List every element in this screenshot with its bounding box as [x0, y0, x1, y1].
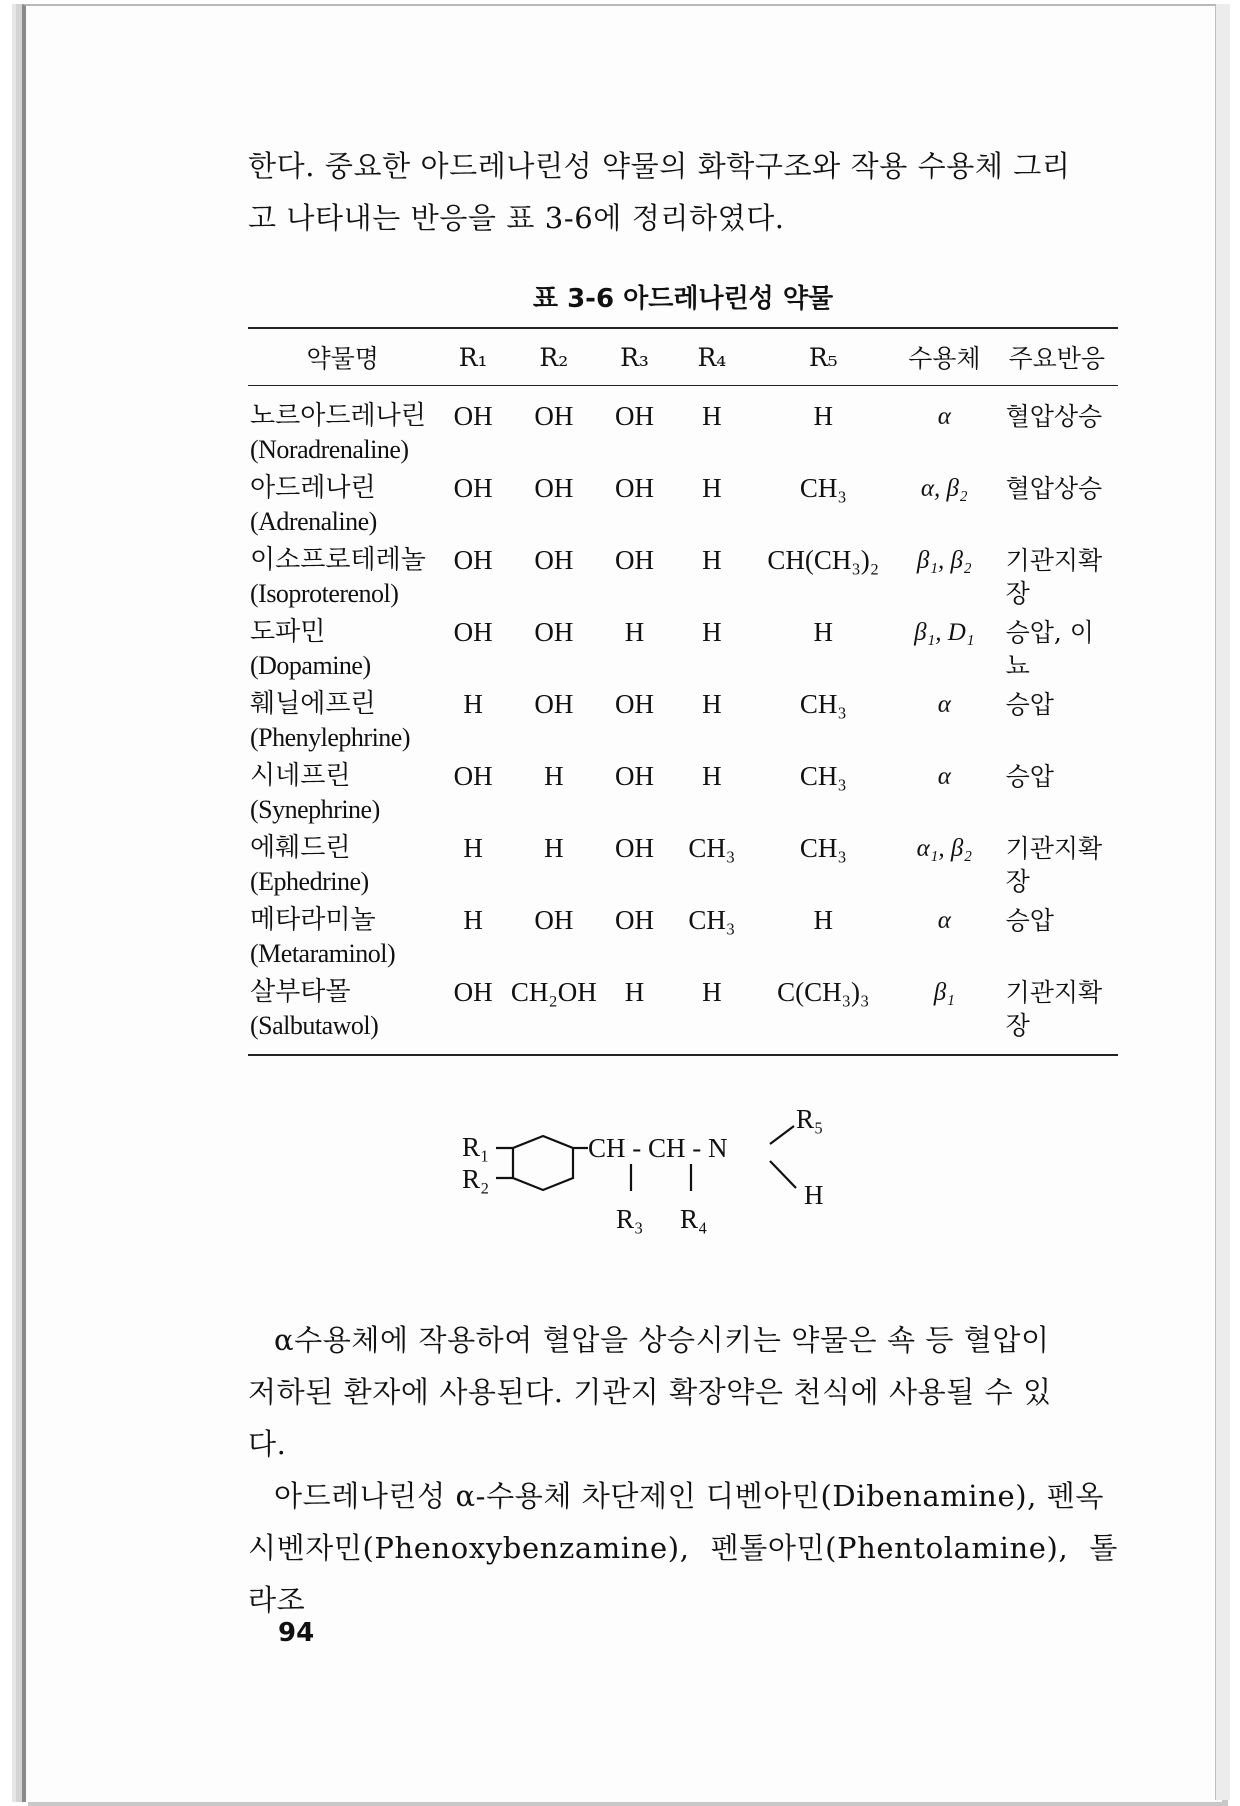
drug-name-cell — [248, 904, 437, 976]
table-row — [248, 544, 1118, 616]
drug-name-korean: 에훼드린 — [250, 833, 351, 863]
cell-r5: CH₃ — [799, 761, 847, 791]
cell-r1: OH — [453, 401, 493, 431]
cell-r4: H — [702, 689, 722, 719]
cell-r2: OH — [534, 689, 574, 719]
cell-r3: OH — [615, 833, 654, 863]
cell-reaction: 승압 — [1005, 906, 1054, 935]
drug-name-korean: 메타라미놀 — [250, 905, 376, 935]
drug-name-korean: 아드레나린 — [250, 473, 376, 503]
cell-reaction: 승압 — [1005, 762, 1054, 791]
cell-r1: OH — [453, 545, 493, 575]
drug-name-english: (Ephedrine) — [250, 867, 369, 896]
cell-r1: H — [463, 833, 483, 863]
drug-name-cell — [248, 472, 437, 544]
cell-r5: C(CH₃)₃ — [777, 977, 870, 1007]
drug-name-english: (Salbutawol) — [250, 1011, 379, 1040]
structure-diagram — [248, 1106, 1118, 1286]
cell-reaction: 기관지확장 — [1005, 834, 1103, 896]
table-caption: 표 3-6 아드레나린성 약물 — [532, 284, 834, 314]
drug-name-cell — [248, 688, 437, 760]
cell-receptor: β₁, D₁ — [914, 619, 975, 646]
table-row — [248, 832, 1118, 904]
table-body — [248, 386, 1118, 1056]
drug-table — [248, 327, 1118, 1056]
table-row — [248, 760, 1118, 832]
drug-name-cell — [248, 616, 437, 688]
struct-h: H — [804, 1180, 824, 1210]
cell-receptor: α — [937, 907, 951, 934]
cell-r2: CH₂OH — [510, 977, 597, 1007]
cell-r2: OH — [534, 545, 574, 575]
table-row — [248, 976, 1118, 1055]
cell-r5: CH₃ — [799, 689, 847, 719]
drug-name-korean: 시네프린 — [250, 761, 351, 791]
cell-receptor: α, β₂ — [920, 475, 968, 502]
r5-bond — [770, 1126, 794, 1144]
cell-reaction: 기관지확장 — [1005, 546, 1103, 608]
drug-name-korean: 이소프로테레놀 — [250, 545, 426, 575]
table-row — [248, 616, 1118, 688]
cell-reaction: 혈압상승 — [1005, 474, 1103, 503]
cell-r3: H — [624, 977, 645, 1007]
cell-r2: OH — [534, 473, 574, 503]
drug-name-cell — [248, 976, 437, 1055]
cell-r4: H — [702, 617, 722, 647]
table-row — [248, 386, 1118, 473]
drug-name-korean: 살부타몰 — [250, 977, 351, 1007]
cell-r4: H — [702, 545, 722, 575]
cell-r5: CH(CH₃)₂ — [767, 545, 880, 575]
table-header-row — [248, 328, 1118, 386]
cell-r2: H — [544, 761, 564, 791]
struct-r3: R₃ — [616, 1204, 644, 1234]
cell-r5: CH₃ — [799, 833, 847, 863]
page-content — [248, 140, 1118, 1626]
cell-r4: H — [702, 401, 722, 431]
cell-receptor: α — [937, 691, 951, 718]
drug-name-cell — [248, 760, 437, 832]
cell-r1: H — [463, 689, 483, 719]
struct-r2: R₂ — [462, 1164, 490, 1194]
drug-name-cell — [248, 544, 437, 616]
cell-r3: OH — [615, 905, 654, 935]
struct-chain: CH - CH - N — [588, 1133, 728, 1163]
header-r3: R₃ — [599, 328, 670, 386]
drug-name-english: (Isoproterenol) — [250, 579, 399, 608]
drug-name-korean: 노르아드레나린 — [250, 401, 426, 431]
cell-r5: H — [813, 617, 834, 647]
benzene-ring — [513, 1136, 573, 1190]
struct-r1: R₁ — [462, 1132, 490, 1162]
cell-receptor: α — [937, 763, 951, 790]
drug-name-korean: 도파민 — [250, 617, 326, 647]
cell-r2: OH — [534, 905, 574, 935]
drug-name-cell — [248, 832, 437, 904]
cell-reaction: 혈압상승 — [1005, 402, 1103, 431]
h-bond — [770, 1161, 796, 1188]
cell-r5: H — [813, 905, 834, 935]
cell-r3: OH — [615, 401, 654, 431]
cell-r3: OH — [615, 761, 654, 791]
cell-receptor: β₁, β₂ — [916, 547, 972, 574]
cell-r3: OH — [615, 545, 654, 575]
header-name: 약물명 — [248, 328, 437, 386]
drug-name-english: (Synephrine) — [250, 795, 380, 824]
page-edge — [1215, 4, 1230, 1800]
page-number: 94 — [278, 1618, 315, 1648]
cell-r4: CH₃ — [688, 905, 736, 935]
cell-reaction: 기관지확장 — [1005, 978, 1103, 1040]
header-r4: R₄ — [670, 328, 753, 386]
body-para-1-line-3: 다. — [248, 1427, 287, 1461]
drug-name-korean: 훼닐에프린 — [250, 689, 376, 719]
cell-r1: OH — [453, 617, 493, 647]
struct-r4: R₄ — [680, 1204, 708, 1234]
table-row — [248, 472, 1118, 544]
cell-r2: OH — [534, 617, 574, 647]
body-para-1-line-1: α수용체에 작용하여 혈압을 상승시키는 약물은 쇽 등 혈압이 — [274, 1323, 1050, 1357]
drug-name-english: (Phenylephrine) — [250, 723, 411, 752]
cell-r1: OH — [453, 761, 493, 791]
intro-line-2: 고 나타내는 반응을 표 3-6에 정리하였다. — [248, 201, 785, 235]
drug-name-english: (Adrenaline) — [250, 507, 377, 536]
cell-r4: H — [702, 761, 722, 791]
drug-name-cell — [248, 386, 437, 473]
drug-name-english: (Metaraminol) — [250, 939, 396, 968]
body-para-1-line-2: 저하된 환자에 사용된다. 기관지 확장약은 천식에 사용될 수 있 — [248, 1375, 1052, 1409]
cell-reaction: 승압 — [1005, 690, 1054, 719]
struct-r5: R₅ — [796, 1106, 824, 1134]
header-r1: R₁ — [437, 328, 508, 386]
cell-r5: H — [813, 401, 834, 431]
cell-receptor: α₁, β₂ — [916, 835, 973, 862]
cell-receptor: α — [937, 403, 951, 430]
drug-name-english: (Noradrenaline) — [250, 435, 409, 464]
cell-r1: OH — [453, 473, 493, 503]
cell-receptor: β₁ — [933, 979, 955, 1006]
cell-r4: H — [702, 977, 722, 1007]
chemical-structure — [248, 1106, 1118, 1286]
cell-r3: OH — [615, 689, 654, 719]
drug-name-english: (Dopamine) — [250, 651, 371, 680]
cell-reaction: 승압, 이뇨 — [1005, 618, 1094, 680]
body-para-2-line-1: 아드레나린성 α-수용체 차단제인 디벤아민(Dibenamine), 펜옥 — [274, 1479, 1104, 1513]
cell-r5: CH₃ — [799, 473, 847, 503]
intro-line-1: 한다. 중요한 아드레나린성 약물의 화학구조와 작용 수용체 그리 — [248, 149, 1071, 183]
cell-r2: H — [544, 833, 564, 863]
header-receptor: 수용체 — [893, 328, 996, 386]
cell-r1: H — [463, 905, 483, 935]
table-row — [248, 904, 1118, 976]
body-para-2-line-2: 시벤자민(Phenoxybenzamine), 펜톨아민(Phentolamine), 톨라조 — [248, 1531, 1118, 1617]
cell-r4: H — [702, 473, 722, 503]
cell-r3: H — [624, 617, 645, 647]
header-r2: R₂ — [509, 328, 599, 386]
cell-r3: OH — [615, 473, 654, 503]
cell-r2: OH — [534, 401, 574, 431]
cell-r4: CH₃ — [688, 833, 736, 863]
cell-r1: OH — [453, 977, 493, 1007]
table-row — [248, 688, 1118, 760]
header-r5: R₅ — [754, 328, 894, 386]
header-reaction: 주요반응 — [996, 328, 1118, 386]
